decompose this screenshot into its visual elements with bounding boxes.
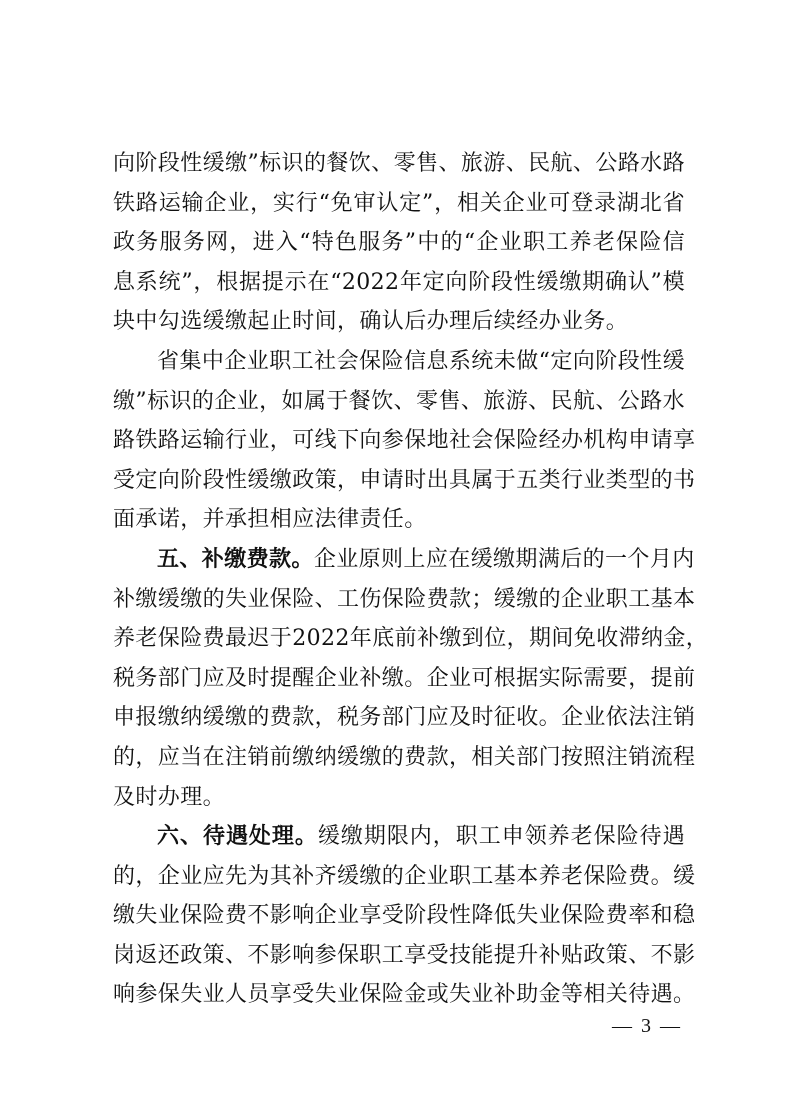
- paragraph-line: 响参保失业人员享受失业保险金或失业补助金等相关待遇。: [113, 982, 696, 1008]
- paragraph-line: 面承诺，并承担相应法律责任。: [113, 507, 427, 533]
- paragraph-3: [113, 540, 709, 817]
- paragraph-line: 铁路运输企业，实行“免审认定”，相关企业可登录湖北省: [113, 190, 685, 216]
- paragraph-line: 的，应当在注销前缴纳缓缴的费款，相关部门按照注销流程: [113, 744, 696, 770]
- paragraph-line: 政务服务网，进入“特色服务”中的“企业职工养老保险信: [113, 230, 685, 256]
- paragraph-line: 息系统”，根据提示在“2022年定向阶段性缓缴期确认”模: [113, 269, 685, 295]
- page-number: — 3 —: [612, 1015, 682, 1037]
- paragraph-line: 申报缴纳缓缴的费款，税务部门应及时征收。企业依法注销: [113, 705, 696, 731]
- section-heading: 五、补缴费款。: [157, 545, 314, 572]
- paragraph-1: [113, 144, 685, 342]
- paragraph-line: 块中勾选缓缴起止时间，确认后办理后续经办业务。: [113, 309, 629, 335]
- paragraph-4: [113, 817, 696, 1015]
- paragraph-line: 受定向阶段性缓缴政策，申请时出具属于五类行业类型的书: [113, 467, 696, 493]
- paragraph-line: 省集中企业职工社会保险信息系统未做“定向阶段性缓: [157, 348, 685, 374]
- paragraph-line: 向阶段性缓缴”标识的餐饮、零售、旅游、民航、公路水路: [113, 151, 685, 176]
- paragraph-line: 岗返还政策、不影响参保职工享受技能提升补贴政策、不影: [113, 942, 696, 968]
- paragraph-line: 养老保险费最迟于2022年底前补缴到位，期间免收滞纳金，: [113, 626, 709, 652]
- paragraph-line: 缴失业保险费不影响企业享受阶段性降低失业保险费率和稳: [113, 903, 696, 929]
- paragraph-text: 缓缴期限内，职工申领养老保险待遇: [317, 824, 685, 850]
- section-heading: 六、待遇处理。: [157, 823, 318, 850]
- body-text: [113, 144, 709, 1015]
- paragraph-line: 及时办理。: [113, 784, 226, 810]
- paragraph-text: 企业原则上应在缓缴期满后的一个月内: [313, 546, 695, 572]
- paragraph-line: [113, 540, 695, 580]
- paragraph-line: [113, 817, 685, 857]
- paragraph-line: 税务部门应及时提醒企业补缴。企业可根据实际需要，提前: [113, 665, 696, 691]
- paragraph-line: 路铁路运输行业，可线下向参保地社会保险经办机构申请享: [113, 428, 696, 454]
- paragraph-2: [113, 342, 696, 540]
- paragraph-line: 补缴缓缴的失业保险、工伤保险费款；缓缴的企业职工基本: [113, 586, 696, 612]
- paragraph-line: 的，企业应先为其补齐缓缴的企业职工基本养老保险费。缓: [113, 863, 696, 889]
- paragraph-line: 缴”标识的企业，如属于餐饮、零售、旅游、民航、公路水: [113, 388, 685, 414]
